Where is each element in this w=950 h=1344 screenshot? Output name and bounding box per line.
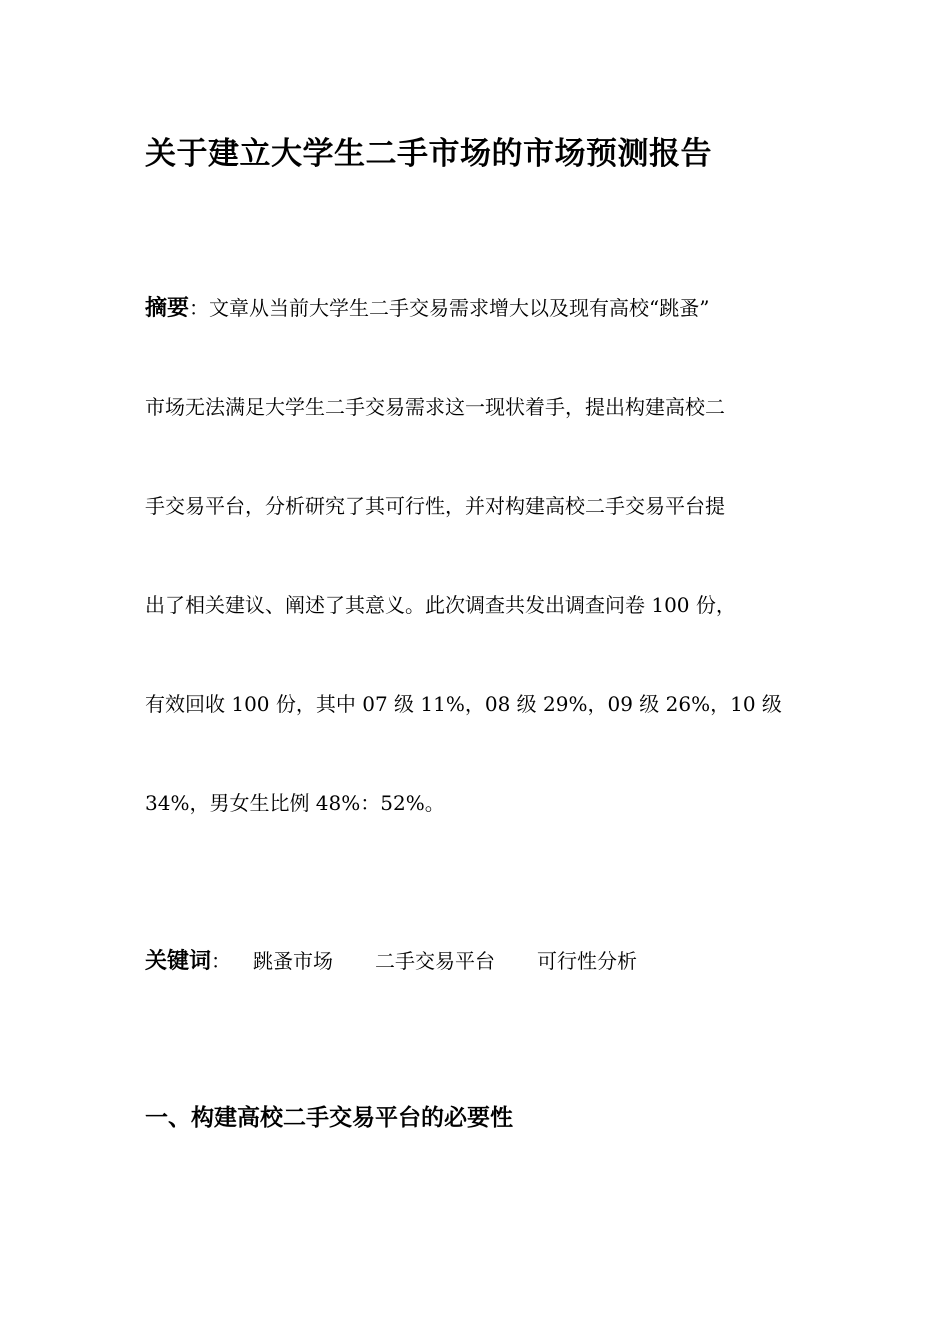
keywords-colon: ： bbox=[211, 949, 232, 973]
abstract-line-6: 34%，男女生比例 48%：52%。 bbox=[145, 791, 445, 815]
abstract-colon: ： bbox=[189, 296, 210, 320]
keywords-label: 关键词 bbox=[145, 949, 212, 974]
keywords-block bbox=[145, 938, 810, 985]
abstract-label: 摘要 bbox=[145, 296, 190, 321]
abstract-block bbox=[145, 284, 810, 878]
document-title: 关于建立大学生二手市场的市场预测报告 bbox=[145, 136, 712, 172]
abstract-line-5: 有效回收 100 份，其中 07 级 11%，08 级 29%，09 级 26%，10 级 bbox=[145, 692, 782, 716]
abstract-line-4: 出了相关建议、阐述了其意义。此次调查共发出调查问卷 100 份， bbox=[145, 593, 736, 617]
section-heading: 一、构建高校二手交易平台的必要性 bbox=[145, 1105, 513, 1131]
keyword-item: 二手交易平台 bbox=[375, 949, 496, 973]
keyword-item: 跳蚤市场 bbox=[253, 949, 334, 973]
abstract-line-1 bbox=[145, 284, 810, 383]
abstract-line-2: 市场无法满足大学生二手交易需求这一现状着手，提出构建高校二 bbox=[145, 395, 725, 419]
keyword-item: 可行性分析 bbox=[537, 949, 638, 973]
abstract-line-3: 手交易平台，分析研究了其可行性，并对构建高校二手交易平台提 bbox=[145, 494, 725, 518]
abstract-text-1: 文章从当前大学生二手交易需求增大以及现有高校“跳蚤” bbox=[209, 296, 710, 320]
